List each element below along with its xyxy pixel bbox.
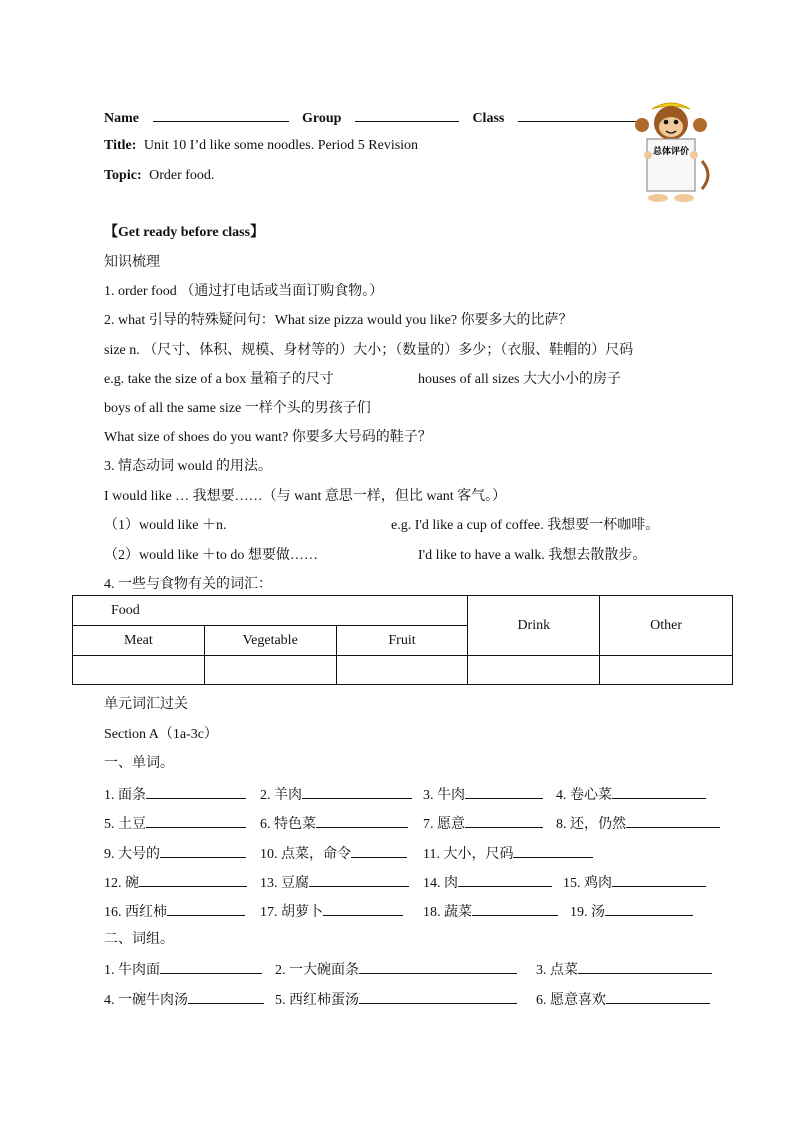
word-item: 7. 愿意 (423, 813, 543, 835)
phrase-blank[interactable] (359, 989, 517, 1004)
table-header-fruit: Fruit (336, 626, 468, 656)
word-blank[interactable] (472, 901, 558, 916)
phrase-blank[interactable] (359, 959, 517, 974)
word-item: 8. 还，仍然 (556, 813, 720, 835)
word-item: 12. 碗 (104, 872, 247, 894)
word-item: 10. 点菜，命令 (260, 843, 407, 865)
word-blank[interactable] (513, 843, 593, 858)
table-header-meat: Meat (73, 626, 205, 656)
words-heading: 一、单词。 (104, 756, 174, 771)
title-row (104, 136, 418, 156)
table-header-drink: Drink (468, 596, 600, 656)
word-blank[interactable] (465, 813, 543, 828)
note-9a: （1）would like ＋n. (104, 518, 227, 533)
table-cell-drink[interactable] (468, 656, 600, 685)
word-item: 11. 大小，尺码 (423, 843, 593, 865)
knowledge-heading: 知识梳理 (104, 255, 160, 270)
word-item: 17. 胡萝卜 (260, 901, 403, 923)
note-2: 2. what 引导的特殊疑问句：What size pizza would you like? 你要多大的比萨？ (104, 313, 573, 328)
word-blank[interactable] (458, 872, 552, 887)
word-blank[interactable] (351, 843, 407, 858)
phrase-item: 3. 点菜 (536, 959, 712, 981)
phrases-heading: 二、词组。 (104, 932, 174, 947)
vocab-heading: 单元词汇过关 (104, 697, 188, 712)
word-item: 5. 土豆 (104, 813, 246, 835)
note-1: 1. order food （通过打电话或当面订购食物。） (104, 284, 384, 299)
food-vocab-table (72, 595, 733, 685)
word-blank[interactable] (323, 901, 403, 916)
word-item: 6. 特色菜 (260, 813, 408, 835)
word-item: 15. 鸡肉 (563, 872, 706, 894)
note-4a: e.g. take the size of a box 量箱子的尺寸 (104, 372, 334, 387)
table-header-vegetable: Vegetable (204, 626, 336, 656)
name-label: Name (104, 111, 139, 126)
name-blank[interactable] (153, 107, 289, 122)
word-blank[interactable] (626, 813, 720, 828)
word-item: 1. 面条 (104, 784, 246, 806)
title-value: Unit 10 I’d like some noodles. Period 5 Revision (143, 138, 419, 153)
class-label: Class (472, 111, 505, 126)
word-blank[interactable] (160, 843, 246, 858)
class-blank[interactable] (518, 107, 636, 122)
table-cell-other[interactable] (600, 656, 733, 685)
word-blank[interactable] (612, 784, 706, 799)
title-label: Title: (104, 138, 137, 153)
note-10b: I'd like to have a walk. 我想去散散步。 (418, 548, 647, 563)
word-blank[interactable] (309, 872, 409, 887)
word-blank[interactable] (302, 784, 412, 799)
note-6: What size of shoes do you want? 你要多大号码的鞋子？ (104, 430, 432, 445)
note-9b: e.g. I'd like a cup of coffee. 我想要一杯咖啡。 (391, 518, 660, 533)
vocab-section-label: Section A（1a-3c） (104, 727, 218, 742)
word-item: 9. 大号的 (104, 843, 246, 865)
phrase-item: 6. 愿意喜欢 (536, 989, 710, 1011)
word-item: 4. 卷心菜 (556, 784, 706, 806)
note-7: 3. 情态动词 would 的用法。 (104, 459, 272, 474)
word-blank[interactable] (316, 813, 408, 828)
group-label: Group (302, 111, 342, 126)
phrase-blank[interactable] (578, 959, 712, 974)
word-item: 13. 豆腐 (260, 872, 409, 894)
word-item: 18. 蔬菜 (423, 901, 558, 923)
group-blank[interactable] (355, 107, 459, 122)
table-cell-meat[interactable] (73, 656, 205, 685)
table-cell-vegetable[interactable] (204, 656, 336, 685)
word-item: 14. 肉 (423, 872, 552, 894)
word-item: 19. 汤 (570, 901, 693, 923)
word-item: 3. 牛肉 (423, 784, 543, 806)
phrase-blank[interactable] (188, 989, 264, 1004)
word-blank[interactable] (612, 872, 706, 887)
note-11: 4. 一些与食物有关的词汇： (104, 577, 272, 592)
table-header-food: Food (73, 596, 468, 626)
note-5: boys of all the same size 一样个头的男孩子们 (104, 401, 371, 416)
topic-label: Topic: (104, 168, 142, 183)
word-item: 16. 西红柿 (104, 901, 245, 923)
word-blank[interactable] (465, 784, 543, 799)
phrase-blank[interactable] (160, 959, 262, 974)
phrase-item: 1. 牛肉面 (104, 959, 262, 981)
topic-row (104, 166, 214, 186)
note-8: I would like … 我想要……（与 want 意思一样，但比 want 客气。） (104, 489, 507, 504)
phrase-item: 4. 一碗牛肉汤 (104, 989, 264, 1011)
table-header-other: Other (600, 596, 733, 656)
section-heading: 【Get ready before class】 (104, 225, 265, 240)
phrase-item: 2. 一大碗面条 (275, 959, 517, 981)
name-group-class-row (104, 107, 636, 129)
word-blank[interactable] (146, 813, 246, 828)
note-10a: （2）would like ＋to do 想要做…… (104, 548, 318, 563)
phrase-item: 5. 西红柿蛋汤 (275, 989, 517, 1011)
word-blank[interactable] (146, 784, 246, 799)
note-3: size n. （尺寸、体积、规模、身材等的）大小；（数量的）多少；（衣服、鞋帽的）尺码 (104, 343, 634, 358)
phrase-blank[interactable] (606, 989, 710, 1004)
word-blank[interactable] (605, 901, 693, 916)
word-item: 2. 羊肉 (260, 784, 412, 806)
word-blank[interactable] (139, 872, 247, 887)
note-4b: houses of all sizes 大大小小的房子 (418, 372, 621, 387)
evaluation-badge-text: 总体评价 (652, 147, 690, 157)
topic-value: Order food. (149, 168, 215, 183)
table-cell-fruit[interactable] (336, 656, 468, 685)
word-blank[interactable] (167, 901, 245, 916)
monkey-mascot-icon (630, 95, 712, 207)
